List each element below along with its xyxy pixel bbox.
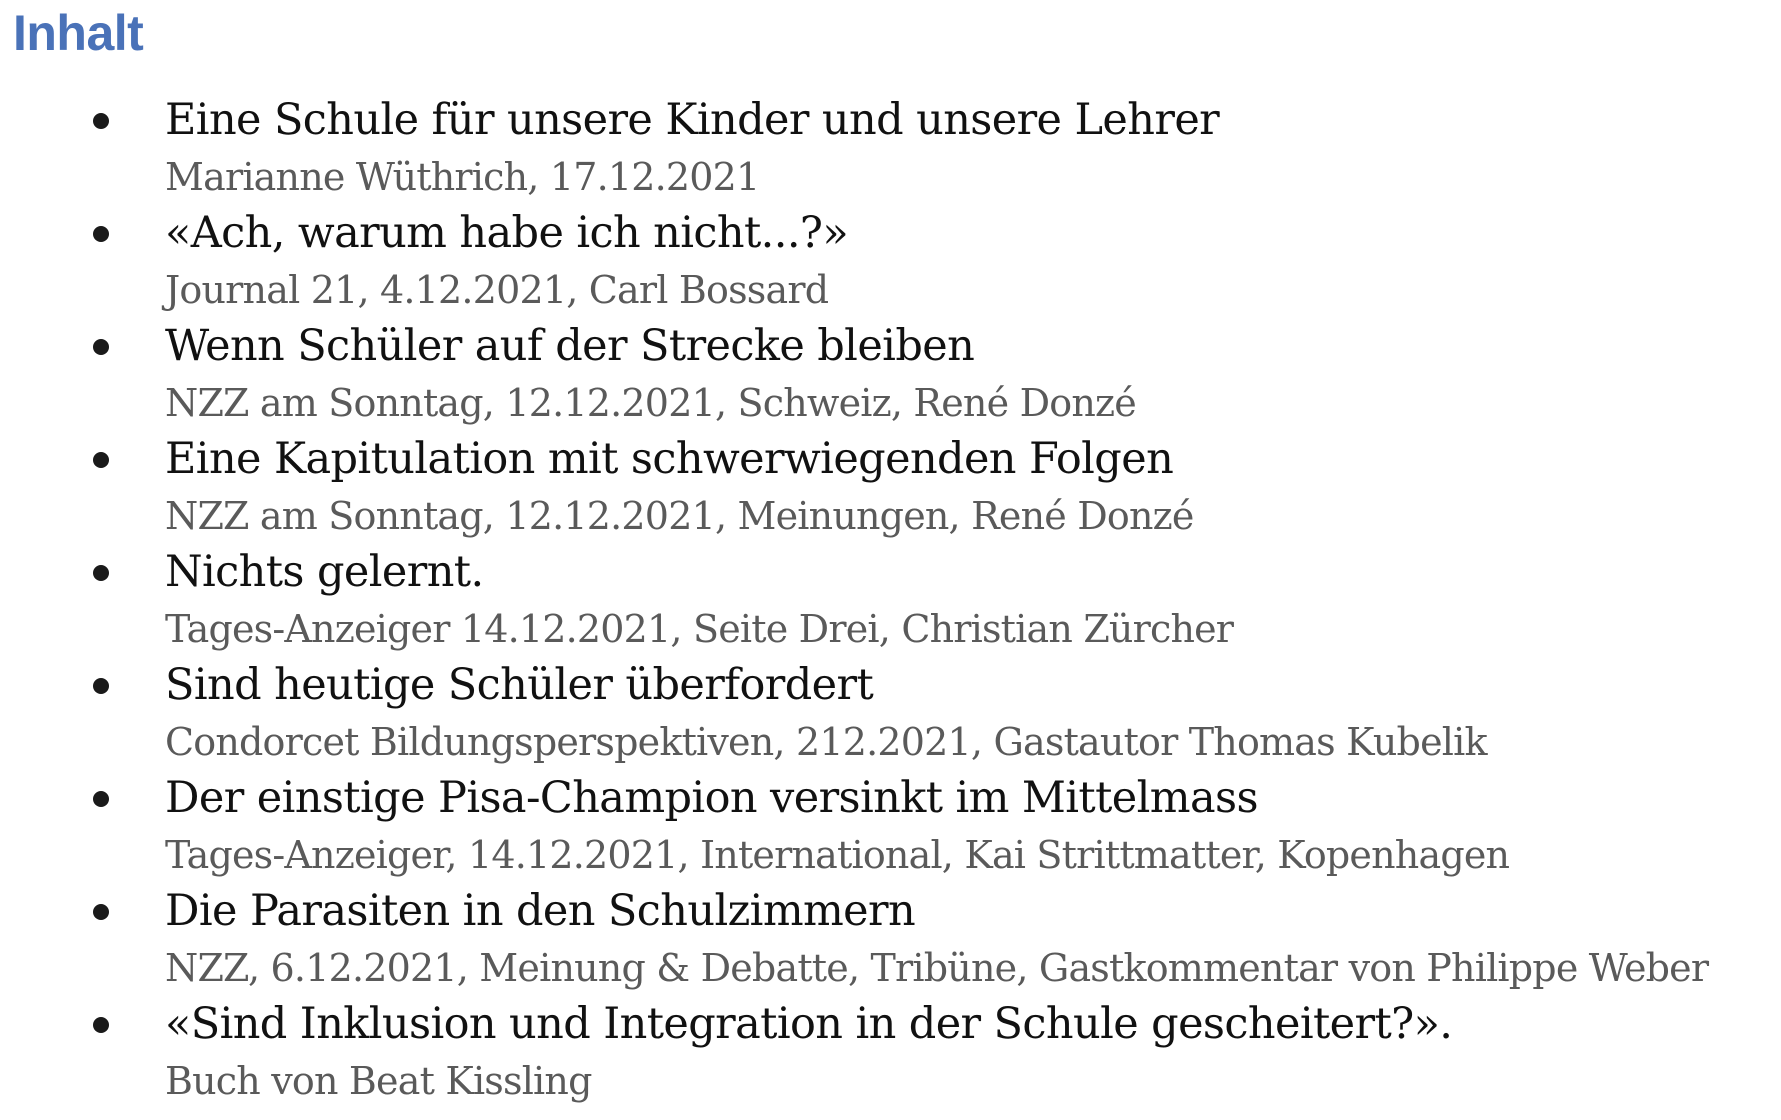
article-source: NZZ, 6.12.2021, Meinung & Debatte, Tribüne, Gastkommentar von Philippe Weber — [165, 946, 1709, 990]
bullet-icon — [93, 904, 109, 920]
list-item — [13, 996, 1781, 1109]
bullet-icon — [93, 565, 109, 581]
list-item — [13, 657, 1781, 770]
bullet-icon — [93, 1017, 109, 1033]
article-source: Tages-Anzeiger 14.12.2021, Seite Drei, Christian Zürcher — [165, 607, 1234, 651]
article-title-link[interactable]: «Sind Inklusion und Integration in der Schule gescheitert?». — [165, 999, 1453, 1049]
article-title-link[interactable]: Eine Schule für unsere Kinder und unsere Lehrer — [165, 95, 1220, 145]
article-source: Buch von Beat Kissling — [165, 1059, 592, 1103]
list-item — [13, 883, 1781, 996]
article-source: Journal 21, 4.12.2021, Carl Bossard — [165, 268, 829, 312]
list-item — [13, 544, 1781, 657]
bullet-icon — [93, 113, 109, 129]
article-title-link[interactable]: Wenn Schüler auf der Strecke bleiben — [165, 321, 975, 371]
bullet-icon — [93, 226, 109, 242]
contents-heading: Inhalt — [13, 5, 144, 61]
article-title-link[interactable]: Nichts gelernt. — [165, 547, 484, 597]
article-title-link[interactable]: «Ach, warum habe ich nicht...?» — [165, 208, 849, 258]
article-title-link[interactable]: Eine Kapitulation mit schwerwiegenden Folgen — [165, 434, 1174, 484]
article-title-link[interactable]: Die Parasiten in den Schulzimmern — [165, 886, 916, 936]
bullet-icon — [93, 339, 109, 355]
bullet-icon — [93, 678, 109, 694]
article-source: NZZ am Sonntag, 12.12.2021, Meinungen, René Donzé — [165, 494, 1194, 538]
article-source: NZZ am Sonntag, 12.12.2021, Schweiz, René Donzé — [165, 381, 1136, 425]
article-source: Tages-Anzeiger, 14.12.2021, International, Kai Strittmatter, Kopenhagen — [165, 833, 1510, 877]
list-item — [13, 770, 1781, 883]
contents-list — [13, 92, 1781, 1109]
article-title-link[interactable]: Sind heutige Schüler überfordert — [165, 660, 874, 710]
article-source: Marianne Wüthrich, 17.12.2021 — [165, 155, 760, 199]
list-item — [13, 431, 1781, 544]
list-item — [13, 205, 1781, 318]
article-title-link[interactable]: Der einstige Pisa-Champion versinkt im Mittelmass — [165, 773, 1258, 823]
bullet-icon — [93, 452, 109, 468]
bullet-icon — [93, 791, 109, 807]
article-source: Condorcet Bildungsperspektiven, 212.2021, Gastautor Thomas Kubelik — [165, 720, 1487, 764]
list-item — [13, 318, 1781, 431]
list-item — [13, 92, 1781, 205]
